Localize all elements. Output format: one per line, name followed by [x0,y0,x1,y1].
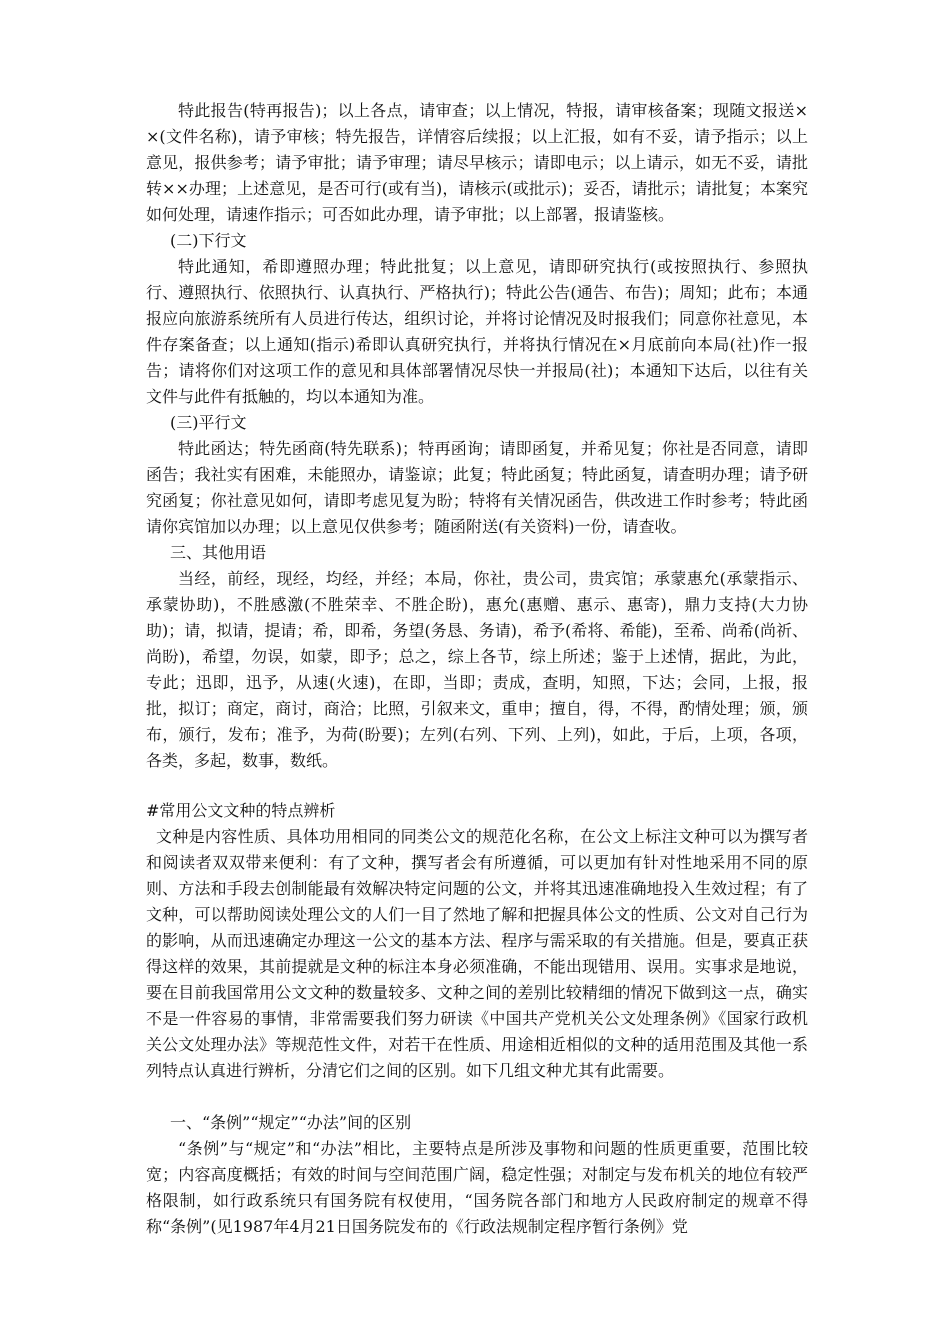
parallel-heading: (三)平行文 [170,413,247,432]
subsection-paragraph: “条例”与“规定”和“办法”相比，主要特点是所涉及事物和问题的性质更重要，范围比较宽；内容高度概括；有效的时间与空间范围广阔，稳定性强；对制定与发布机关的地位有较严格限制，如行政系统只有国务院有权使用，“国务院各部门和地方人民政府制定的规章不得称“条例”(见1987年4月21日国务院发布的《行政法规制定程序暂行条例》党 [146,1139,808,1236]
downward-heading: (二)下行文 [170,231,247,250]
section-title: #常用公文文种的特点辨析 [146,801,336,820]
other-phrases-heading: 三、其他用语 [170,543,267,562]
other-phrases-paragraph: 当经，前经，现经，均经，并经；本局，你社，贵公司，贵宾馆；承蒙惠允(承蒙指示、承蒙协助)，不胜感激(不胜荣幸、不胜企盼)，惠允(惠赠、惠示、惠寄)，鼎力支持(大力协助)；请，拟请，提请；希，即希，务望(务恳、务请)，希予(希将、希能)，至希、尚希(尚祈、尚盼)，希望，勿误，如蒙，即予；总之，综上各节，综上所述；鉴于上述情，据此，为此，专此；迅即，迅予，从速(火速)，在即，当即；责成，查明，知照，下达；会同，上报，报批，拟订；商定，商讨，商洽；比照，引叙来文，重申；擅自，得，不得，酌情处理；颁，颁布，颁行，发布；准予，为荷(盼要)；左列(右列、下列、上列)，如此，于后，上项，各项，各类，多起，数事，数纸。 [146,569,808,770]
downward-phrases-paragraph: 特此通知，希即遵照办理；特此批复；以上意见，请即研究执行(或按照执行、参照执行、遵照执行、依照执行、认真执行、严格执行)；特此公告(通告、布告)；周知；此布；本通报应向旅游系统所有人员进行传达，组织讨论，并将讨论情况及时报我们；同意你社意见，本件存案备查；以上通知(指示)希即认真研究执行，并将执行情况在×月底前向本局(社)作一报告；请将你们对这项工作的意见和具体部署情况尽快一并报局(社)；本通知下达后，以往有关文件与此件有抵触的，均以本通知为准。 [146,257,808,406]
subsection-heading: 一、“条例”“规定”“办法”间的区别 [170,1113,412,1132]
document-page [146,98,808,1240]
paragraph-gap [146,1084,808,1110]
upward-phrases-paragraph: 特此报告(特再报告)；以上各点，请审查；以上情况，特报，请审核备案；现随文报送××(文件名称)，请予审核；特先报告，详情容后续报；以上汇报，如有不妥，请予指示；以上意见，报供参考；请予审批；请予审理；请尽早核示；请即电示；以上请示，如无不妥，请批转××办理；上述意见，是否可行(或有当)，请核示(或批示)；妥否，请批示；请批复；本案究如何处理，请速作指示；可否如此办理，请予审批；以上部署，报请鉴核。 [146,101,808,224]
section-intro-paragraph: 文种是内容性质、具体功用相同的同类公文的规范化名称，在公文上标注文种可以为撰写者和阅读者双双带来便利：有了文种，撰写者会有所遵循，可以更加有针对性地采用不同的原则、方法和手段去创制能最有效解决特定问题的公文，并将其迅速准确地投入生效过程；有了文种，可以帮助阅读处理公文的人们一目了然地了解和把握具体公文的性质、公文对自己行为的影响，从而迅速确定办理这一公文的基本方法、程序与需采取的有关措施。但是，要真正获得这样的效果，其前提就是文种的标注本身必须准确，不能出现错用、误用。实事求是地说，要在目前我国常用公文文种的数量较多、文种之间的差别比较精细的情况下做到这一点，确实不是一件容易的事情，非常需要我们努力研读《中国共产党机关公文处理条例》《国家行政机关公文处理办法》等规范性文件，对若干在性质、用途相近相似的文种的适用范围及其他一系列特点认真进行辨析，分清它们之间的区别。如下几组文种尤其有此需要。 [146,827,808,1080]
parallel-phrases-paragraph: 特此函达；特先函商(特先联系)；特再函询；请即函复，并希见复；你社是否同意，请即函告；我社实有困难，未能照办，请鉴谅；此复；特此函复；特此函复，请查明办理；请予研究函复；你社意见如何，请即考虑见复为盼；特将有关情况函告，供改进工作时参考；特此函请你宾馆加以办理；以上意见仅供参考；随函附送(有关资料)一份，请查收。 [146,439,808,536]
